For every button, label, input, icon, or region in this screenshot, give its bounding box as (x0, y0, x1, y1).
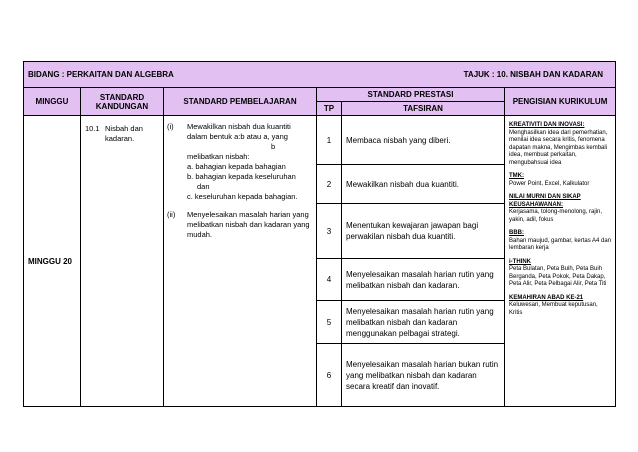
pk-ithink-head: i-THINK (509, 258, 531, 265)
pk-bbb-head: BBB: (509, 230, 524, 236)
sp-item-i-line2: melibatkan nisbah: (187, 152, 250, 161)
pk-abad21-head: KEMAHIRAN ABAD KE-21 (509, 294, 584, 301)
col-tafsiran-header: TAFSIRAN (342, 102, 505, 116)
sp-item-i-c: c. keseluruhan kepada bahagian. (187, 192, 298, 201)
sp-item-ii-mark: (ii) (167, 210, 176, 219)
tp-cell: 6 (317, 344, 342, 407)
pk-nilai-head: NILAI MURNI DAN SIKAP KEUSAHAWANAN: (509, 194, 581, 208)
sp-fraction-denominator: b (271, 142, 276, 151)
column-header-row-1 (24, 88, 616, 102)
standard-kandungan-cell (81, 116, 164, 407)
pk-section (509, 194, 612, 224)
tp-cell: 5 (317, 301, 342, 344)
pk-section (509, 122, 612, 167)
sk-text: Nisbah dan kadaran. (105, 124, 143, 143)
sp-item-i-line1: Mewakilkan nisbah dua kuantiti dalam bentuk a:b atau (187, 122, 291, 141)
tafsiran-cell: Mewakilkan nisbah dua kuantiti. (342, 165, 505, 204)
sp-item-i (167, 122, 313, 202)
pk-nilai-body: Kerjasama, tolong-menolong, rajin, yakin, adil, fokus (509, 209, 603, 223)
pk-bbb-body: Bahan maujud, gambar, kertas A4 dan lembaran kerja (509, 237, 612, 251)
rpt-table (23, 61, 616, 407)
col-standard-kandungan-header: STANDARD KANDUNGAN (81, 88, 164, 116)
minggu-cell: MINGGU 20 (24, 116, 81, 407)
tafsiran-cell: Menyelesaikan masalah harian bukan rutin yang melibatkan nisbah dan kadaran secara kreatif dan inovatif. (342, 344, 505, 407)
pk-abad21-body: Keluwesan, Membuat keputusan, Kritis (509, 302, 598, 316)
col-minggu-header: MINGGU (24, 88, 81, 116)
sp-fraction-sep: , yang (267, 132, 288, 141)
pk-tmk-head: TMK: (509, 173, 524, 179)
tafsiran-cell: Membaca nisbah yang diberi. (342, 116, 505, 165)
table-row (24, 116, 616, 165)
sp-item-ii-text: Menyelesaikan masalah harian yang melibatkan nisbah dan kadaran yang mudah. (187, 210, 310, 239)
tp-cell: 4 (317, 259, 342, 301)
col-pengisian-kurikulum-header: PENGISIAN KURIKULUM (505, 88, 616, 116)
sp-item-i-b-dan: dan (197, 182, 210, 191)
pk-section (509, 259, 612, 289)
col-tp-header: TP (317, 102, 342, 116)
sp-item-ii (167, 210, 313, 240)
sp-fraction-numerator: a (263, 132, 268, 141)
standard-pembelajaran-cell (164, 116, 317, 407)
tp-cell: 3 (317, 204, 342, 259)
bidang-label: BIDANG : PERKAITAN DAN ALGEBRA (28, 70, 174, 79)
pk-kreativiti-body: Menghasilkan idea dari pemerhatian, menilai idea secara kritis, fenomena dapatan makna, Mengimbas kembali idea, membuat perkaitan, mengubahsuai idea (509, 129, 608, 166)
pk-section (509, 173, 612, 188)
tp-cell: 2 (317, 165, 342, 204)
col-standard-prestasi-header: STANDARD PRESTASI (317, 88, 505, 102)
sp-item-i-mark: (i) (167, 122, 174, 131)
tp-cell: 1 (317, 116, 342, 165)
pk-kreativiti-head: KREATIVITI DAN INOVASI: (509, 122, 585, 128)
tajuk-label: TAJUK : 10. NISBAH DAN KADARAN (463, 70, 604, 79)
tafsiran-cell: Menentukan kewajaran jawapan bagi perwakilan nisbah dua kuantiti. (342, 204, 505, 259)
pk-section (509, 295, 612, 318)
pk-section (509, 230, 612, 253)
tafsiran-cell: Menyelesaikan masalah harian rutin yang melibatkan nisbah dan kadaran menggunakan pelbagai strategi. (342, 301, 505, 344)
sk-number: 10.1 (85, 124, 100, 133)
tafsiran-cell: Menyelesaikan masalah harian rutin yang melibatkan nisbah dan kadaran. (342, 259, 505, 301)
rpt-table-sheet (23, 61, 615, 450)
sp-item-i-a: a. bahagian kepada bahagian (187, 162, 286, 171)
topic-header-cell (24, 62, 616, 88)
pengisian-kurikulum-cell (505, 116, 616, 407)
pk-ithink-body: Peta Bulatan, Peta Buih, Peta Buih Berganda, Peta Pokok, Peta Dakap, Peta Alir, Peta Pelbagai Alir, Peta Titi (509, 266, 607, 287)
topic-header-row (24, 62, 616, 88)
sp-item-i-b: b. bahagian kepada keseluruhan (187, 172, 296, 181)
col-standard-pembelajaran-header: STANDARD PEMBELAJARAN (164, 88, 317, 116)
pk-tmk-body: Power Point, Excel, Kalkulator (509, 180, 590, 187)
